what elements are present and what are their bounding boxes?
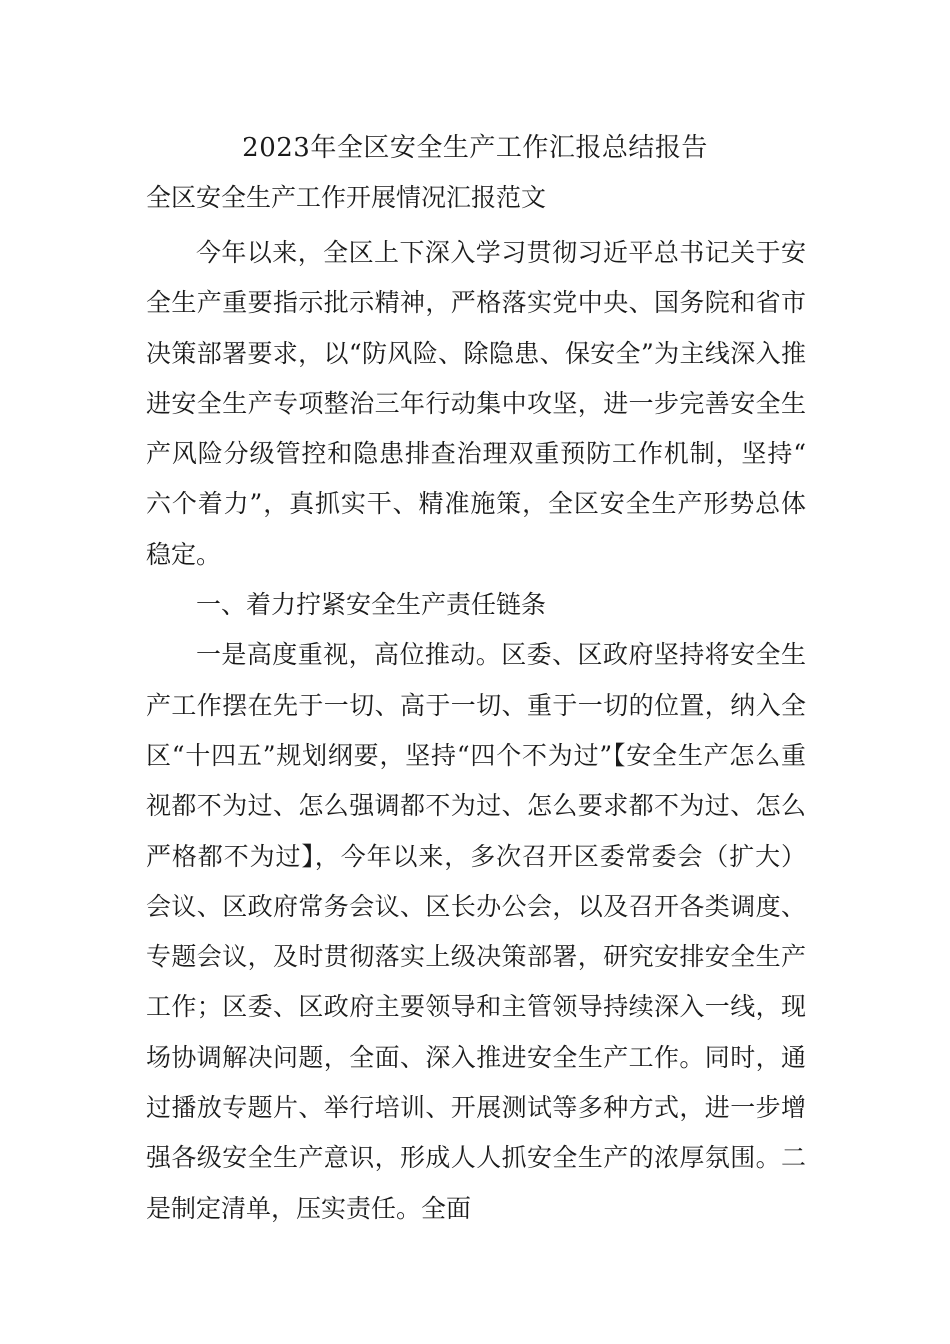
document-subtitle: 全区安全生产工作开展情况汇报范文 [146, 183, 547, 212]
section-heading-1: 一、着力拧紧安全生产责任链条 [196, 590, 547, 620]
document-body [146, 228, 806, 1234]
paragraph-section-1: 一是高度重视，高位推动。区委、区政府坚持将安全生产工作摆在先于一切、高于一切、重于一切的位置，纳入全区“十四五”规划纲要，坚持“四个不为过”【安全生产怎么重视都不为过、怎么强调都不为过、怎么要求都不为过、怎么严格都不为过】，今年以来，多次召开区委常委会（扩大）会议、区政府常务会议、区长办公会，以及召开各类调度、专题会议，及时贯彻落实上级决策部署，研究安排安全生产工作；区委、区政府主要领导和主管领导持续深入一线，现场协调解决问题，全面、深入推进安全生产工作。同时，通过播放专题片、举行培训、开展测试等多种方式，进一步增强各级安全生产意识，形成人人抓安全生产的浓厚氛围。二是制定清单，压实责任。全面 [146, 640, 806, 1223]
paragraph-intro: 今年以来，全区上下深入学习贯彻习近平总书记关于安全生产重要指示批示精神，严格落实党中央、国务院和省市决策部署要求，以“防风险、除隐患、保安全”为主线深入推进安全生产专项整治三年行动集中攻坚，进一步完善安全生产风险分级管控和隐患排查治理双重预防工作机制，坚持“六个着力”，真抓实干、精准施策，全区安全生产形势总体稳定。 [146, 238, 806, 569]
document-title: 2023年全区安全生产工作汇报总结报告 [242, 133, 708, 163]
